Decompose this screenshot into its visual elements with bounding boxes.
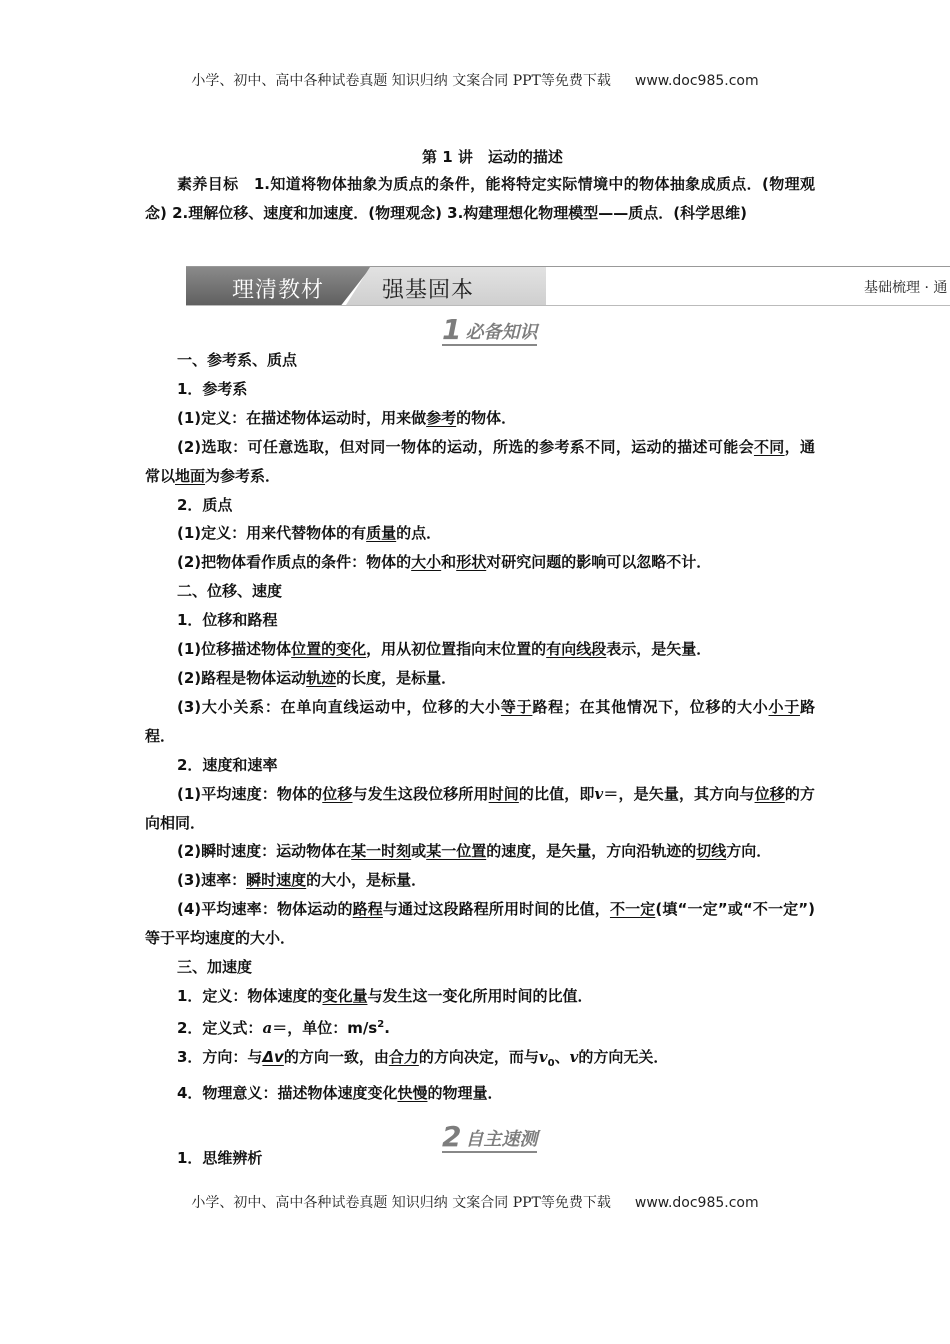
answer-blank: 瞬时速度 — [246, 871, 307, 890]
heading-displacement-velocity: 二、位移、速度 — [177, 582, 283, 601]
header-url[interactable]: www.doc985.com — [634, 73, 759, 89]
paragraph: 4．物理意义：描述物体速度变化快慢的物理量． — [177, 1083, 503, 1102]
paragraph: 3．方向：与Δv的方向一致，由合力的方向决定，而与$v_0$、v的方向无关． — [177, 1047, 669, 1069]
section-number: 1 — [442, 313, 462, 346]
answer-blank: 某一位置 — [426, 842, 487, 861]
paragraph: (4)平均速率：物体运动的路程与通过这段路程所用时间的比值，不一定(填“一定”或“不一定”)等于平均速度的大小． — [145, 900, 815, 948]
answer-blank: 时间 — [488, 784, 519, 803]
answer-blank: 质量 — [366, 524, 397, 543]
answer-blank: 等于 — [500, 697, 533, 716]
paragraph: (3)速率：瞬时速度的大小，是标量． — [177, 871, 427, 890]
answer-blank: 地面 — [175, 466, 206, 485]
answer-blank: 位置的变化 — [291, 640, 367, 659]
footer-url[interactable]: www.doc985.com — [634, 1195, 759, 1211]
answer-blank: 位移 — [754, 784, 785, 803]
answer-blank: Δv — [262, 1047, 284, 1066]
answer-blank: 切线 — [696, 842, 727, 861]
paragraph: (2)瞬时速度：运动物体在某一时刻或某一位置的速度，是矢量，方向沿轨迹的切线方向． — [177, 842, 772, 861]
paragraph: 2．定义式：a＝，单位：$m/s^2$. — [177, 1018, 390, 1037]
lesson-title: 第 1 讲 运动的描述 — [422, 148, 563, 166]
paragraph: (1)位移描述物体位置的变化，用从初位置指向末位置的有向线段表示，是矢量． — [177, 640, 712, 659]
heading-acceleration: 三、加速度 — [177, 958, 253, 977]
page-footer — [0, 1192, 950, 1212]
paragraph: (2)选取：可任意选取，但对同一物体的运动，所选的参考系不同，运动的描述可能会不同，通常以地面为参考系． — [145, 437, 815, 485]
banner-side-text: 基础梳理 · 通 — [864, 280, 948, 296]
page-header — [0, 70, 950, 90]
literacy-goals: 素养目标 1.知道将物体抽象为质点的条件，能将特定实际情境中的物体抽象成质点．(物理观念) 2.理解位移、速度和加速度．(物理观念) 3.构建理想化物理模型——质点．(科学思维) — [145, 175, 815, 222]
paragraph: (2)路程是物体运动轨迹的长度，是标量． — [177, 668, 457, 687]
section-label: 必备知识 — [465, 322, 538, 343]
paragraph: (1)平均速度：物体的位移与发生这段位移所用时间的比值，即v＝，是矢量，其方向与位移的方向相同． — [145, 784, 815, 832]
answer-blank: 合力 — [388, 1047, 419, 1066]
section-heading-essential-knowledge — [442, 314, 537, 346]
answer-blank: 位移 — [322, 784, 353, 803]
answer-blank: 不同 — [753, 437, 785, 456]
answer-blank: 变化量 — [322, 986, 368, 1005]
answer-blank: 某一时刻 — [351, 842, 412, 861]
answer-blank: 不一定 — [609, 900, 656, 919]
header-text: 小学、初中、高中各种试卷真题 知识归纳 文案合同 PPT等免费下载 — [191, 73, 611, 89]
answer-blank: 有向线段 — [546, 640, 607, 659]
paragraph: (2)把物体看作质点的条件：物体的大小和形状对研究问题的影响可以忽略不计． — [177, 553, 712, 572]
subheading: 1．位移和路程 — [177, 611, 278, 630]
paragraph: (1)定义：用来代替物体的有质量的点． — [177, 524, 442, 543]
document-body — [145, 346, 815, 1172]
banner-right-text: 强基固本 — [382, 278, 475, 303]
subheading: 1．思维辨析 — [177, 1148, 263, 1167]
answer-blank: 轨迹 — [306, 668, 337, 687]
section-heading-self-test — [442, 1121, 537, 1153]
paragraph: (1)定义：在描述物体运动时，用来做参考的物体． — [177, 408, 517, 427]
answer-blank: 形状 — [456, 553, 487, 572]
answer-blank: 快慢 — [397, 1083, 428, 1102]
subheading: 2．质点 — [177, 495, 233, 514]
subheading: 1．参考系 — [177, 379, 248, 398]
answer-blank: 路程 — [352, 900, 383, 919]
section-number: 2 — [442, 1120, 462, 1153]
footer-text: 小学、初中、高中各种试卷真题 知识归纳 文案合同 PPT等免费下载 — [191, 1195, 611, 1211]
section-label: 自主速测 — [465, 1129, 538, 1150]
paragraph: 1．定义：物体速度的变化量与发生这一变化所用时间的比值． — [177, 986, 593, 1005]
answer-blank: 小于 — [768, 697, 800, 716]
answer-blank: 参考 — [426, 408, 457, 427]
answer-blank: 大小 — [411, 553, 442, 572]
section-banner — [186, 266, 950, 306]
banner-left-text: 理清教材 — [232, 278, 325, 303]
paragraph: (3)大小关系：在单向直线运动中，位移的大小等于路程；在其他情况下，位移的大小小于路程． — [145, 697, 815, 745]
subheading: 2．速度和速率 — [177, 755, 278, 774]
heading-reference-frame: 一、参考系、质点 — [177, 351, 298, 369]
